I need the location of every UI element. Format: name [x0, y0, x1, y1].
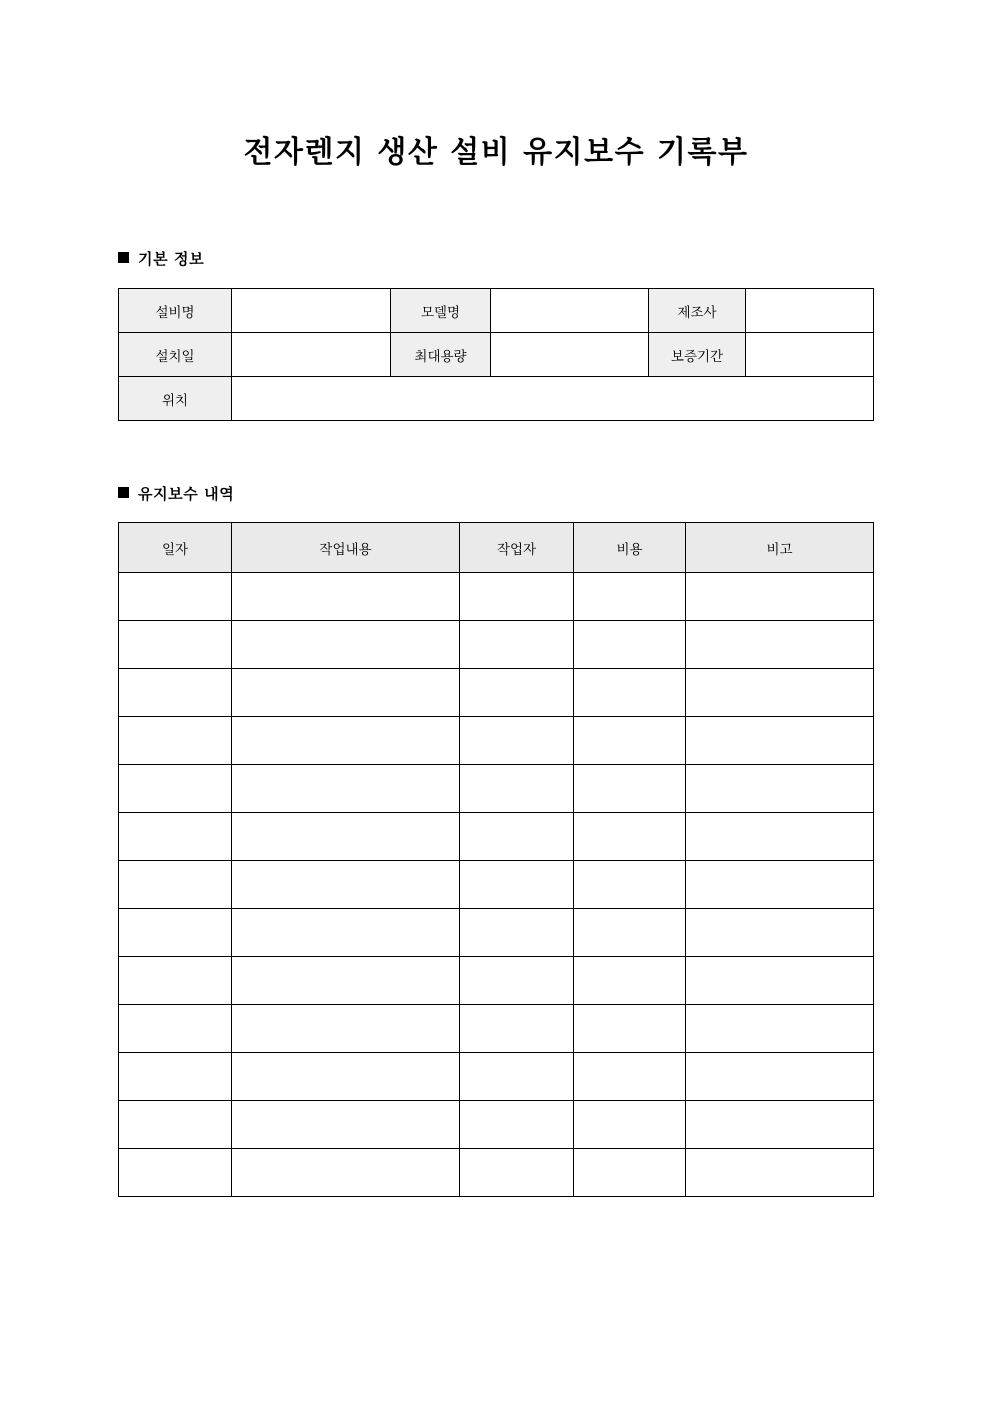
cell-date[interactable]	[119, 1149, 232, 1197]
table-row	[119, 1053, 874, 1101]
table-row	[119, 377, 874, 421]
cell-worker[interactable]	[460, 669, 574, 717]
table-row	[119, 861, 874, 909]
table-row	[119, 289, 874, 333]
cell-note[interactable]	[686, 813, 874, 861]
cell-date[interactable]	[119, 621, 232, 669]
cell-work-content[interactable]	[232, 1101, 460, 1149]
table-header-row	[119, 523, 874, 573]
square-bullet-icon	[118, 252, 129, 263]
cell-note[interactable]	[686, 861, 874, 909]
column-header-note: 비고	[686, 523, 874, 573]
table-row	[119, 813, 874, 861]
field-value-manufacturer[interactable]	[746, 289, 874, 333]
field-value-install-date[interactable]	[232, 333, 391, 377]
cell-work-content[interactable]	[232, 1053, 460, 1101]
cell-note[interactable]	[686, 573, 874, 621]
cell-cost[interactable]	[574, 1053, 686, 1101]
cell-cost[interactable]	[574, 621, 686, 669]
cell-worker[interactable]	[460, 1101, 574, 1149]
cell-note[interactable]	[686, 765, 874, 813]
cell-cost[interactable]	[574, 1101, 686, 1149]
table-row	[119, 1005, 874, 1053]
cell-worker[interactable]	[460, 573, 574, 621]
cell-work-content[interactable]	[232, 861, 460, 909]
cell-date[interactable]	[119, 813, 232, 861]
cell-cost[interactable]	[574, 957, 686, 1005]
cell-date[interactable]	[119, 765, 232, 813]
maintenance-history-table	[118, 522, 874, 1197]
cell-date[interactable]	[119, 1101, 232, 1149]
page-title: 전자렌지 생산 설비 유지보수 기록부	[243, 135, 749, 170]
cell-worker[interactable]	[460, 861, 574, 909]
cell-date[interactable]	[119, 1053, 232, 1101]
field-value-equipment-name[interactable]	[232, 289, 391, 333]
column-header-worker: 작업자	[460, 523, 574, 573]
section-heading-basic-info	[118, 249, 204, 269]
cell-note[interactable]	[686, 669, 874, 717]
table-row	[119, 621, 874, 669]
table-row	[119, 1101, 874, 1149]
field-label-max-capacity: 최대용량	[391, 333, 491, 377]
field-label-manufacturer: 제조사	[649, 289, 746, 333]
cell-date[interactable]	[119, 1005, 232, 1053]
cell-cost[interactable]	[574, 1005, 686, 1053]
table-row	[119, 957, 874, 1005]
cell-worker[interactable]	[460, 765, 574, 813]
cell-work-content[interactable]	[232, 909, 460, 957]
cell-cost[interactable]	[574, 909, 686, 957]
cell-cost[interactable]	[574, 1149, 686, 1197]
cell-work-content[interactable]	[232, 669, 460, 717]
cell-note[interactable]	[686, 909, 874, 957]
cell-note[interactable]	[686, 1149, 874, 1197]
field-label-location: 위치	[119, 377, 232, 421]
cell-note[interactable]	[686, 957, 874, 1005]
cell-cost[interactable]	[574, 717, 686, 765]
cell-date[interactable]	[119, 957, 232, 1005]
cell-note[interactable]	[686, 1005, 874, 1053]
cell-work-content[interactable]	[232, 1005, 460, 1053]
table-row	[119, 1149, 874, 1197]
cell-worker[interactable]	[460, 957, 574, 1005]
cell-note[interactable]	[686, 1101, 874, 1149]
cell-worker[interactable]	[460, 1053, 574, 1101]
cell-cost[interactable]	[574, 765, 686, 813]
cell-date[interactable]	[119, 669, 232, 717]
cell-note[interactable]	[686, 1053, 874, 1101]
field-value-max-capacity[interactable]	[491, 333, 649, 377]
cell-date[interactable]	[119, 573, 232, 621]
column-header-cost: 비용	[574, 523, 686, 573]
table-row	[119, 909, 874, 957]
cell-worker[interactable]	[460, 621, 574, 669]
column-header-work-content: 작업내용	[232, 523, 460, 573]
cell-worker[interactable]	[460, 717, 574, 765]
field-label-equipment-name: 설비명	[119, 289, 232, 333]
section-heading-basic-info-label: 기본 정보	[138, 250, 205, 268]
section-heading-maintenance-history-label: 유지보수 내역	[138, 485, 235, 503]
cell-cost[interactable]	[574, 861, 686, 909]
column-header-date: 일자	[119, 523, 232, 573]
cell-worker[interactable]	[460, 909, 574, 957]
cell-worker[interactable]	[460, 1149, 574, 1197]
cell-work-content[interactable]	[232, 1149, 460, 1197]
cell-note[interactable]	[686, 717, 874, 765]
field-label-warranty-period: 보증기간	[649, 333, 746, 377]
basic-info-table	[118, 288, 874, 421]
cell-work-content[interactable]	[232, 717, 460, 765]
cell-date[interactable]	[119, 861, 232, 909]
cell-work-content[interactable]	[232, 765, 460, 813]
table-row	[119, 765, 874, 813]
field-value-model-name[interactable]	[491, 289, 649, 333]
field-value-warranty-period[interactable]	[746, 333, 874, 377]
table-row	[119, 669, 874, 717]
cell-work-content[interactable]	[232, 621, 460, 669]
field-value-location[interactable]	[232, 377, 874, 421]
cell-date[interactable]	[119, 717, 232, 765]
table-row	[119, 333, 874, 377]
cell-work-content[interactable]	[232, 813, 460, 861]
cell-cost[interactable]	[574, 669, 686, 717]
field-label-install-date: 설치일	[119, 333, 232, 377]
cell-cost[interactable]	[574, 813, 686, 861]
cell-worker[interactable]	[460, 1005, 574, 1053]
cell-work-content[interactable]	[232, 957, 460, 1005]
field-label-model-name: 모델명	[391, 289, 491, 333]
cell-note[interactable]	[686, 621, 874, 669]
cell-date[interactable]	[119, 909, 232, 957]
square-bullet-icon	[118, 487, 129, 498]
cell-cost[interactable]	[574, 573, 686, 621]
section-heading-maintenance-history	[118, 484, 234, 504]
cell-worker[interactable]	[460, 813, 574, 861]
cell-work-content[interactable]	[232, 573, 460, 621]
table-row	[119, 717, 874, 765]
table-row	[119, 573, 874, 621]
